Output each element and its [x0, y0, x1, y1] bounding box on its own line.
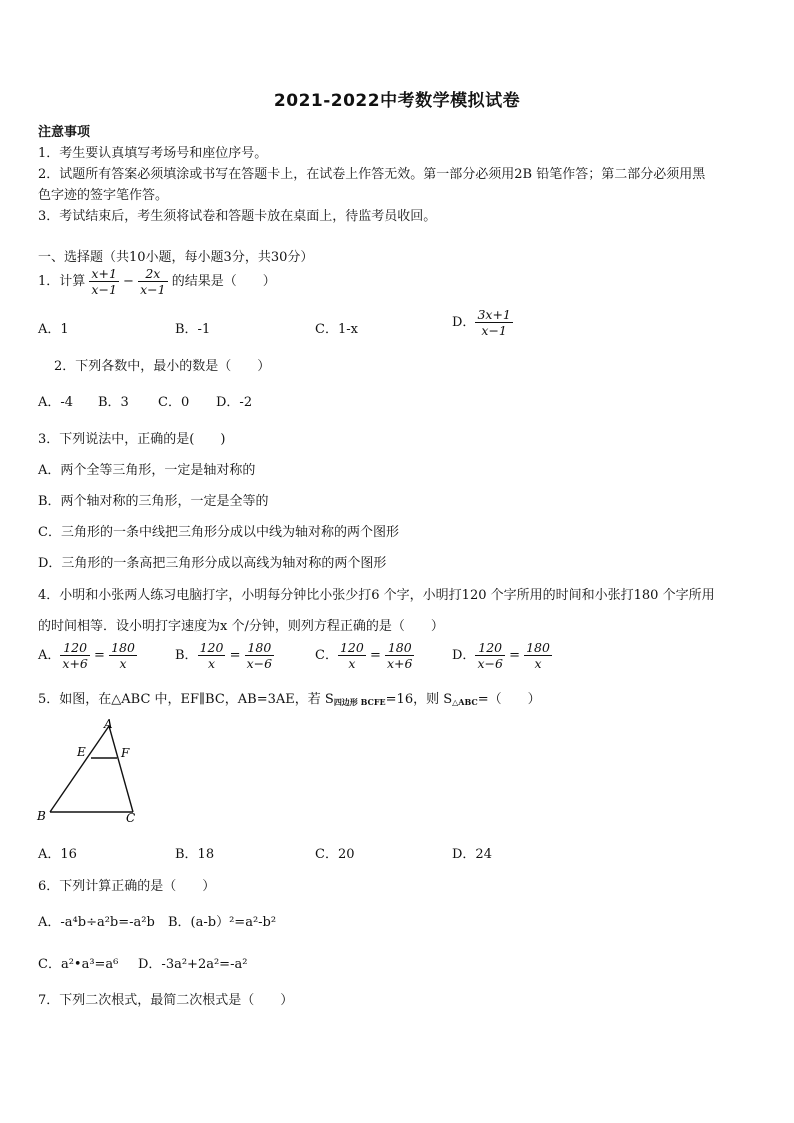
notice-item: 色字迹的签字笔作答。	[38, 188, 169, 203]
section-heading: 一、选择题（共10小题，每小题3分，共30分）	[38, 250, 314, 265]
question-5: 5．如图，在△ABC 中，EF∥BC，AB=3AE，若 $S_{四边形 BCFE}=16$，则 $S_{\triangle ABC}=$（ ）	[38, 692, 541, 707]
q2-option-b: B．3	[98, 395, 129, 410]
page-title: 2021-2022中考数学模拟试卷	[273, 91, 521, 111]
question-2: 2．下列各数中，最小的数是（ ）	[54, 359, 271, 374]
question-1: 1．计算 $\frac{x+1}{x-1}$ − $\frac{2x}{x-1}$ 的结果是（ ）	[38, 266, 276, 297]
q6-option-d: D．-3a²+2a²=-a²	[138, 957, 248, 972]
notice-item: 2．试题所有答案必须填涂或书写在答题卡上，在试卷上作答无效。第一部分必须用2B 铅笔作答；第二部分必须用黑	[38, 167, 706, 182]
question-6: 6．下列计算正确的是（ ）	[38, 879, 216, 894]
q3-option-b: B．两个轴对称的三角形，一定是全等的	[38, 494, 269, 509]
notice-item: 3．考试结束后，考生须将试卷和答题卡放在桌面上，待监考员收回。	[38, 209, 437, 224]
q4-option-d: D． $\frac{120}{x-6}$ = $\frac{180}{x}$	[452, 640, 550, 671]
q6-option-c: C．a²•a³=a⁶	[38, 957, 119, 972]
side-ac	[109, 726, 133, 812]
question-7: 7．下列二次根式，最简二次根式是（ ）	[38, 993, 294, 1008]
q2-option-a: A．-4	[38, 395, 74, 410]
q1-option-b: B．-1	[175, 322, 211, 337]
q4-option-c: C． $\frac{120}{x}$ = $\frac{180}{x+6}$	[315, 640, 413, 671]
q2-option-d: D．-2	[216, 395, 253, 410]
q3-option-d: D．三角形的一条高把三角形分成以高线为轴对称的两个图形	[38, 556, 387, 571]
q1-option-a: A．1	[38, 322, 69, 337]
q5-option-b: B．18	[175, 847, 215, 862]
q1-option-c: C．1-x	[315, 322, 358, 337]
q1-fraction-2: $\frac{2x}{x-1}$	[140, 266, 166, 297]
q1-fraction-1: $\frac{x+1}{x-1}$	[91, 266, 117, 297]
q1-option-d-fraction: $\frac{3x+1}{x-1}$	[477, 307, 511, 338]
q1-prefix: 1．计算	[38, 274, 86, 289]
q3-option-a: A．两个全等三角形，一定是轴对称的	[38, 463, 256, 478]
label-a: A	[104, 717, 113, 731]
question-3: 3．下列说法中，正确的是( )	[38, 432, 226, 447]
notice-heading: 注意事项	[38, 125, 91, 140]
question-4-line-2: 的时间相等．设小明打字速度为x 个/分钟，则列方程正确的是（ ）	[38, 619, 444, 634]
label-e: E	[77, 745, 86, 759]
q1-option-d: D． $\frac{3x+1}{x-1}$	[452, 307, 511, 338]
q3-option-c: C．三角形的一条中线把三角形分成以中线为轴对称的两个图形	[38, 525, 399, 540]
label-f: F	[121, 746, 130, 760]
q4-option-b: B． $\frac{120}{x}$ = $\frac{180}{x-6}$	[175, 640, 273, 671]
q2-option-c: C．0	[158, 395, 190, 410]
q1-suffix: 的结果是（ ）	[171, 274, 276, 289]
q5-option-c: C．20	[315, 847, 355, 862]
side-ab	[50, 726, 109, 812]
notice-item: 1．考生要认真填写考场号和座位序号。	[38, 146, 268, 161]
q5-option-a: A．16	[38, 847, 77, 862]
q4-option-a: A． $\frac{120}{x+6}$ = $\frac{180}{x}$	[38, 640, 135, 671]
label-b: B	[37, 809, 46, 823]
question-4-line-1: 4．小明和小张两人练习电脑打字，小明每分钟比小张少打6 个字，小明打120 个字所用的时间和小张打180 个字所用	[38, 588, 715, 603]
q5-option-d: D．24	[452, 847, 492, 862]
q6-option-a: A．-a⁴b÷a²b=-a²b	[38, 915, 155, 930]
q6-option-b: B．(a-b）²=a²-b²	[168, 915, 277, 930]
label-c: C	[126, 811, 136, 825]
triangle-figure	[34, 716, 144, 826]
